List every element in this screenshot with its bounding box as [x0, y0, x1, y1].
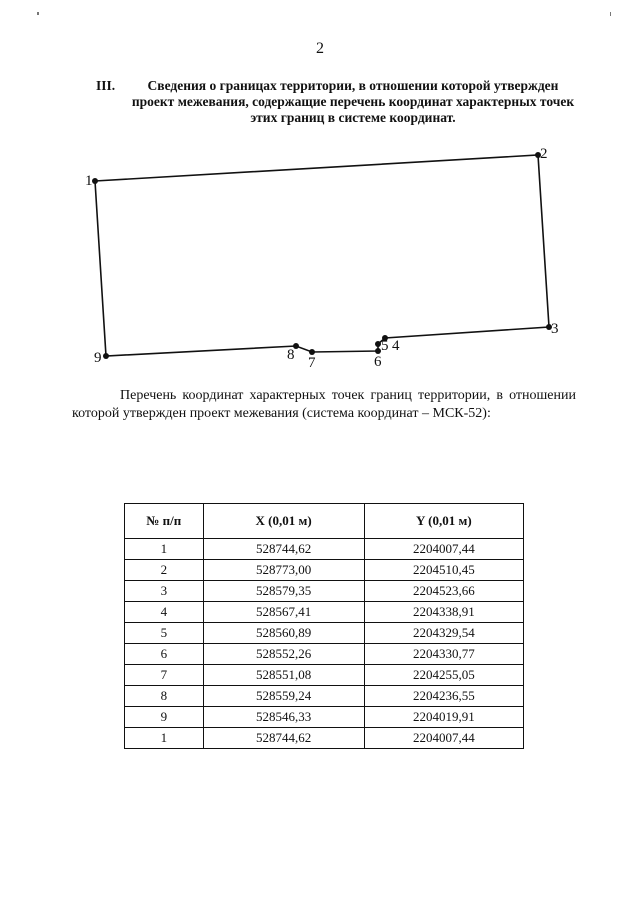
page-number: 2	[316, 40, 324, 57]
cell-y: 2204007,44	[364, 539, 523, 560]
cell-x: 528546,33	[203, 707, 364, 728]
point-label: 9	[94, 350, 102, 366]
point-label: 4	[392, 338, 400, 354]
point-marker	[92, 178, 98, 184]
cell-x: 528551,08	[203, 665, 364, 686]
cell-y: 2204236,55	[364, 686, 523, 707]
table-row	[125, 560, 524, 581]
table-row	[125, 707, 524, 728]
table-row	[125, 644, 524, 665]
boundary-scheme	[0, 140, 640, 375]
header-x: X (0,01 м)	[203, 504, 364, 539]
cell-index: 6	[125, 644, 204, 665]
point-label: 8	[287, 347, 295, 363]
cell-y: 2204510,45	[364, 560, 523, 581]
cell-x: 528744,62	[203, 539, 364, 560]
cell-x: 528552,26	[203, 644, 364, 665]
cell-x: 528579,35	[203, 581, 364, 602]
scan-speck	[37, 12, 39, 15]
table-row	[125, 623, 524, 644]
boundary-point-9	[94, 350, 109, 366]
section-title: Сведения о границах территории, в отношении которой утвержден проект межевания, содержащие перечень координат характерных точек этих границ в системе координат.	[131, 78, 575, 125]
point-label: 7	[308, 355, 316, 371]
boundary-point-3	[546, 321, 559, 337]
table-row	[125, 665, 524, 686]
cell-x: 528773,00	[203, 560, 364, 581]
header-y: Y (0,01 м)	[364, 504, 523, 539]
cell-y: 2204019,91	[364, 707, 523, 728]
boundary-polygon	[95, 155, 549, 356]
table-header-row	[125, 504, 524, 539]
section-number: III.	[96, 78, 116, 93]
cell-y: 2204007,44	[364, 728, 523, 749]
cell-x: 528560,89	[203, 623, 364, 644]
cell-x: 528744,62	[203, 728, 364, 749]
cell-index: 8	[125, 686, 204, 707]
cell-index: 2	[125, 560, 204, 581]
cell-index: 1	[125, 728, 204, 749]
cell-index: 9	[125, 707, 204, 728]
point-label: 1	[85, 173, 93, 189]
cell-y: 2204330,77	[364, 644, 523, 665]
table-row	[125, 686, 524, 707]
cell-index: 3	[125, 581, 204, 602]
point-label: 6	[374, 354, 382, 370]
header-index: № п/п	[125, 504, 204, 539]
boundary-point-2	[535, 146, 548, 162]
cell-y: 2204329,54	[364, 623, 523, 644]
cell-y: 2204523,66	[364, 581, 523, 602]
table-row	[125, 581, 524, 602]
cell-y: 2204338,91	[364, 602, 523, 623]
coordinates-table	[124, 503, 524, 749]
cell-index: 7	[125, 665, 204, 686]
cell-index: 5	[125, 623, 204, 644]
intro-text: Перечень координат характерных точек границ территории, в отношении которой утвержден проект межевания (система координат – МСК-52):	[72, 388, 576, 421]
cell-x: 528559,24	[203, 686, 364, 707]
cell-x: 528567,41	[203, 602, 364, 623]
cell-index: 4	[125, 602, 204, 623]
cell-y: 2204255,05	[364, 665, 523, 686]
point-label: 5	[381, 338, 389, 354]
table-row	[125, 602, 524, 623]
point-label: 3	[551, 321, 559, 337]
point-marker	[103, 353, 109, 359]
boundary-point-7	[308, 349, 316, 371]
table-row	[125, 539, 524, 560]
boundary-point-6	[374, 348, 382, 370]
scan-speck	[610, 12, 611, 16]
cell-index: 1	[125, 539, 204, 560]
point-label: 2	[540, 146, 548, 162]
table-row	[125, 728, 524, 749]
